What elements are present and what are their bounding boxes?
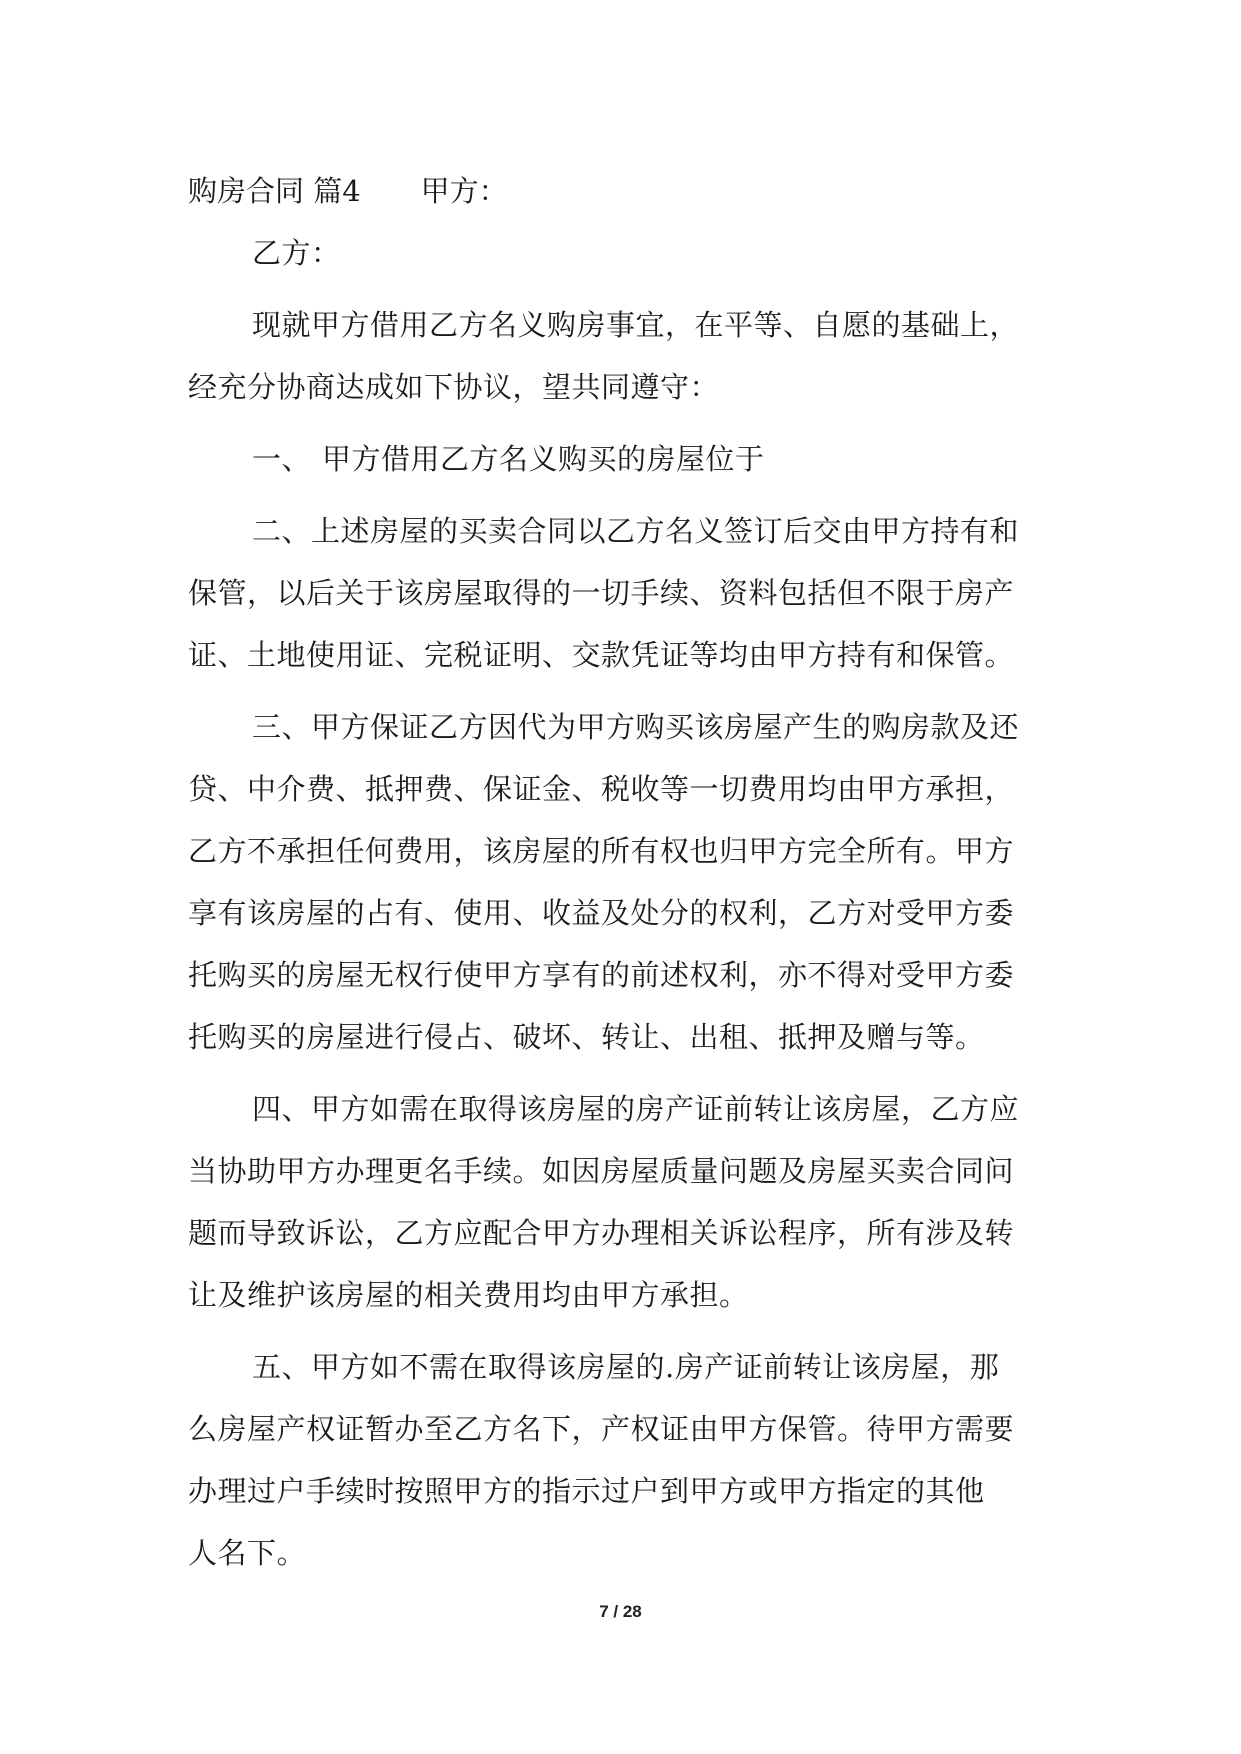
title-row (188, 160, 1066, 222)
clause-1 (188, 428, 1066, 490)
party-b-label: 乙方： (252, 236, 341, 270)
clause-3 (188, 696, 1066, 1068)
clause-1-line (188, 428, 1066, 490)
clause-5 (188, 1336, 1066, 1584)
paragraph-line: 现就甲方借用乙方名义购房事宜，在平等、自愿的基础上， (252, 308, 1020, 342)
paragraph-line: 乙方不承担任何费用，该房屋的所有权也归甲方完全所有。甲方 (188, 834, 1015, 868)
paragraph-line: 托购买的房屋无权行使甲方享有的前述权利，亦不得对受甲方委 (188, 958, 1015, 992)
document-body (188, 160, 1066, 1584)
paragraph-line: 贷、中介费、抵押费、保证金、税收等一切费用均由甲方承担， (188, 772, 1015, 806)
paragraph-line: 经充分协商达成如下协议，望共同遵守： (188, 370, 720, 404)
document-title: 购房合同 篇4 (188, 174, 361, 208)
clause-4 (188, 1078, 1066, 1326)
paragraph-line: 享有该房屋的占有、使用、收益及处分的权利，乙方对受甲方委 (188, 896, 1015, 930)
party-a-label: 甲方： (420, 174, 508, 208)
paragraph-line: 二、上述房屋的买卖合同以乙方名义签订后交由甲方持有和 (252, 514, 1020, 548)
paragraph-line: 么房屋产权证暂办至乙方名下，产权证由甲方保管。待甲方需要 (188, 1412, 1015, 1446)
page-number: 7 / 28 (599, 1602, 642, 1621)
paragraph-line: 五、甲方如不需在取得该房屋的.房产证前转让该房屋，那 (252, 1350, 1000, 1384)
paragraph-line: 三、甲方保证乙方因代为甲方购买该房屋产生的购房款及还 (252, 710, 1020, 744)
paragraph-line: 托购买的房屋进行侵占、破坏、转让、出租、抵押及赠与等。 (188, 1020, 985, 1054)
paragraph-line: 题而导致诉讼，乙方应配合甲方办理相关诉讼程序，所有涉及转 (188, 1216, 1015, 1250)
paragraph-line: 保管，以后关于该房屋取得的一切手续、资料包括但不限于房产 (188, 576, 1015, 610)
paragraph-line: 办理过户手续时按照甲方的指示过户到甲方或甲方指定的其他 (188, 1474, 985, 1508)
clause-2 (188, 500, 1066, 686)
paragraph-line: 证、土地使用证、完税证明、交款凭证等均由甲方持有和保管。 (188, 638, 1015, 672)
paragraph-line: 让及维护该房屋的相关费用均由甲方承担。 (188, 1278, 749, 1312)
paragraph-line: 当协助甲方办理更名手续。如因房屋质量问题及房屋买卖合同问 (188, 1154, 1015, 1188)
paragraph-line: 人名下。 (188, 1536, 307, 1570)
intro-paragraph (188, 294, 1066, 418)
paragraph-line: 四、甲方如需在取得该房屋的房产证前转让该房屋，乙方应 (252, 1092, 1020, 1126)
clause-1-number: 一、 (252, 442, 312, 476)
clause-1-text: 甲方借用乙方名义购买的房屋位于 (322, 442, 765, 476)
